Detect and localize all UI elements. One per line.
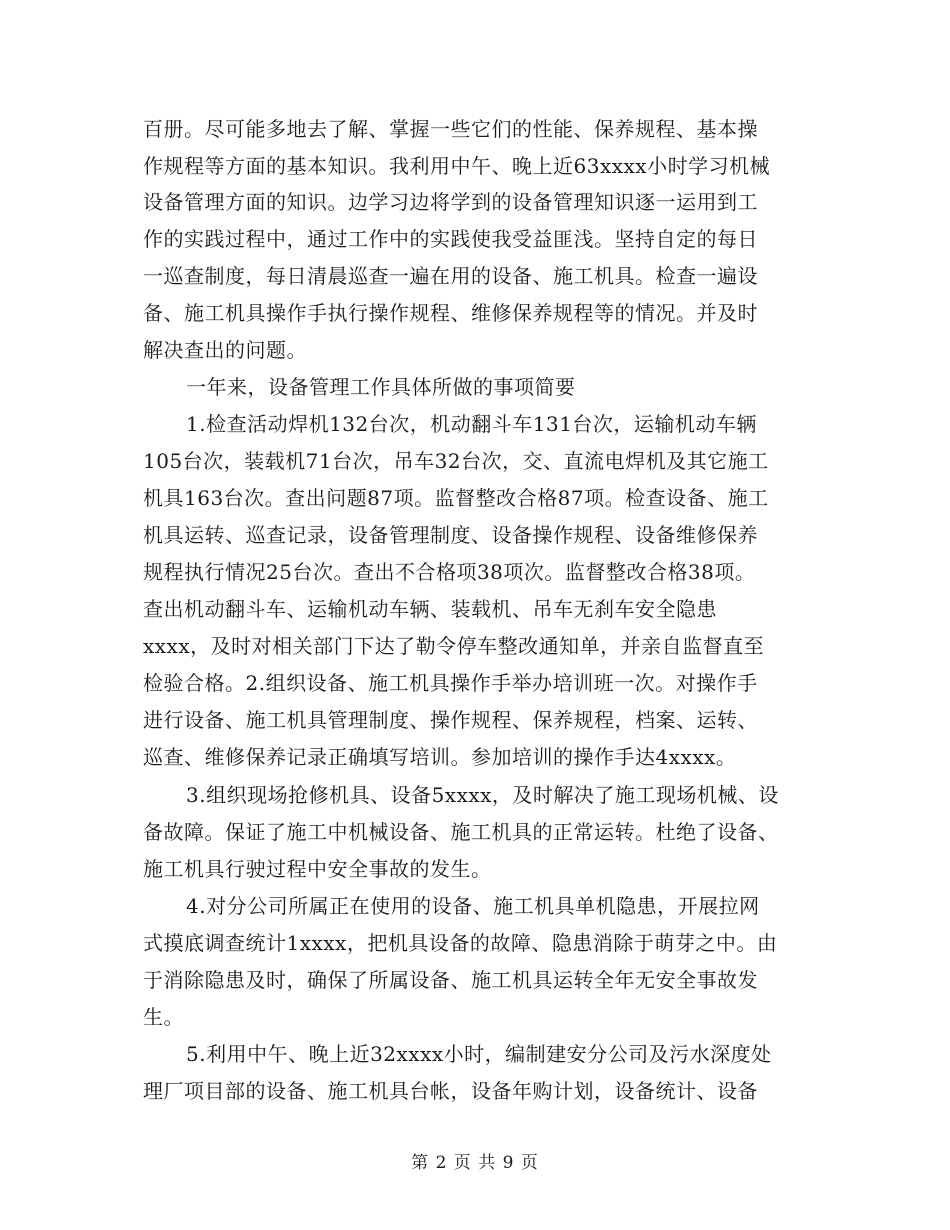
text-line: 巡查、维修保养记录正确填写培训。参加培训的操作手达4xxxx。 <box>143 745 737 769</box>
text-line: 于消除隐患及时，确保了所属设备、施工机具运转全年无安全事故发 <box>143 968 758 992</box>
text-line: 备、施工机具操作手执行操作规程、维修保养规程等的情况。并及时 <box>143 301 758 325</box>
text-line: 机具163台次。查出问题87项。监督整改合格87项。检查设备、施工 <box>143 486 769 510</box>
text-line: 作规程等方面的基本知识。我利用中午、晚上近63xxxx小时学习机械 <box>143 154 771 178</box>
text-line: 百册。尽可能多地去了解、掌握一些它们的性能、保养规程、基本操 <box>143 117 758 141</box>
text-line: 一巡查制度，每日清晨巡查一遍在用的设备、施工机具。检查一遍设 <box>143 264 758 288</box>
text-line: 5.利用中午、晚上近32xxxx小时，编制建安分公司及污水深度处 <box>186 1042 772 1066</box>
text-line: xxxx，及时对相关部门下达了勒令停车整改通知单，并亲自监督直至 <box>143 634 765 658</box>
text-line: 生。 <box>143 1005 184 1029</box>
text-line: 备故障。保证了施工中机械设备、施工机具的正常运转。杜绝了设备、 <box>143 820 779 844</box>
text-line: 施工机具行驶过程中安全事故的发生。 <box>143 857 492 881</box>
text-line: 机具运转、巡查记录，设备管理制度、设备操作规程、设备维修保养 <box>143 523 758 547</box>
text-line: 式摸底调查统计1xxxx，把机具设备的故障、隐患消除于萌芽之中。由 <box>143 931 778 955</box>
section-heading: 一年来，设备管理工作具体所做的事项简要 <box>186 375 576 399</box>
page-number: 第 2 页 共 9 页 <box>411 1153 539 1173</box>
text-line: 3.组织现场抢修机具、设备5xxxx，及时解决了施工现场机械、设 <box>186 783 779 807</box>
text-line: 解决查出的问题。 <box>143 338 307 362</box>
text-line: 进行设备、施工机具管理制度、操作规程、保养规程，档案、运转、 <box>143 708 758 732</box>
text-line: 作的实践过程中，通过工作中的实践使我受益匪浅。坚持自定的每日 <box>143 227 758 251</box>
text-line: 设备管理方面的知识。边学习边将学到的设备管理知识逐一运用到工 <box>143 190 758 214</box>
text-line: 检验合格。2.组织设备、施工机具操作手举办培训班一次。对操作手 <box>143 671 758 695</box>
text-line: 理厂项目部的设备、施工机具台帐，设备年购计划，设备统计、设备 <box>143 1079 758 1103</box>
text-line: 4.对分公司所属正在使用的设备、施工机具单机隐患，开展拉网 <box>186 894 760 918</box>
text-line: 105台次，装载机71台次，吊车32台次，交、直流电焊机及其它施工 <box>143 449 769 473</box>
text-line: 1.检查活动焊机132台次，机动翻斗车131台次，运输机动车辆 <box>186 412 757 436</box>
text-line: 查出机动翻斗车、运输机动车辆、装载机、吊车无刹车安全隐患 <box>143 597 717 621</box>
text-line: 规程执行情况25台次。查出不合格项38项次。监督整改合格38项。 <box>143 560 756 584</box>
